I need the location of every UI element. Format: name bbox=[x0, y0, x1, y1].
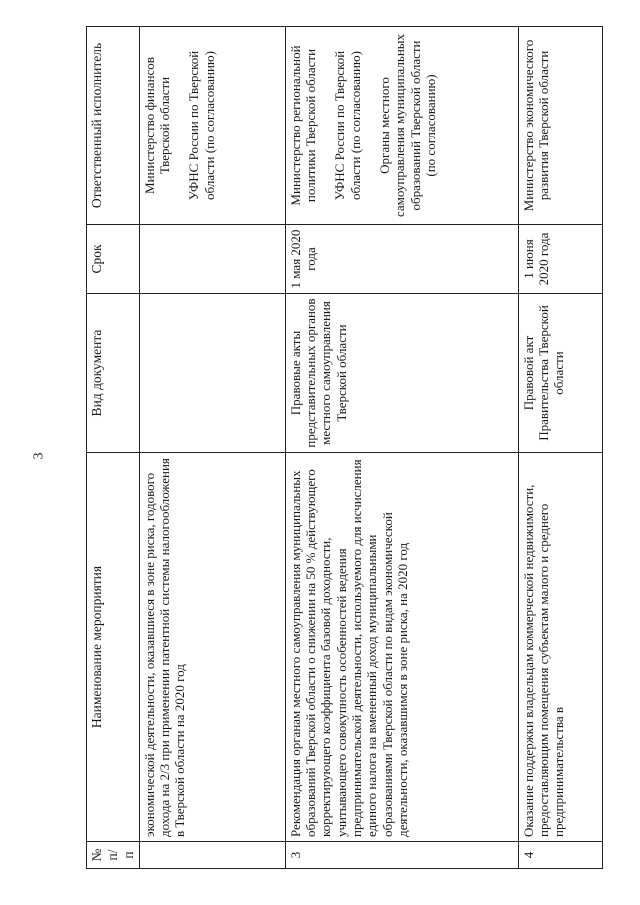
row-num: 3 bbox=[285, 842, 518, 869]
table-header-row bbox=[87, 27, 140, 869]
header-doc: Вид документа bbox=[87, 294, 140, 453]
table-row bbox=[518, 27, 602, 869]
resp-line: Министерство региональной политики Тверской области bbox=[287, 45, 319, 206]
row-term bbox=[139, 225, 285, 294]
resp-line: Министерство экономического развития Тверской области bbox=[520, 39, 552, 212]
row-resp bbox=[139, 27, 285, 225]
row-num: 4 bbox=[518, 842, 602, 869]
resp-line: УФНС России по Тверской области (по согласованию) bbox=[186, 50, 217, 201]
resp-line: Министерство финансов Тверской области bbox=[141, 57, 173, 194]
resp-line: УФНС России по Тверской области (по согласованию) bbox=[332, 50, 363, 201]
header-resp: Ответственный исполнитель bbox=[87, 27, 140, 225]
resp-line: Органы местного самоуправления муниципальных образований Тверской области (по согласованию) bbox=[377, 33, 439, 218]
row-num bbox=[139, 842, 285, 869]
header-name: Наименование мероприятия bbox=[87, 453, 140, 842]
row-doc: Правовые акты представительных органов местного самоуправления Тверской области bbox=[285, 294, 518, 453]
rotated-page-content bbox=[86, 34, 579, 869]
row-doc bbox=[139, 294, 285, 453]
row-name: Рекомендация органам местного самоуправления муниципальных образований Тверской области о снижении на 50 % действующего корректирующего коэффициента базовой доходности, учитывающего совокупность особенностей ведения предпринимательской деятельности, используемого для исчисления единого налога на вмененный доход муниципальными образованиями Тверской области по видам экономической деятельности, оказавшимся в зоне риска, на 2020 год bbox=[285, 453, 518, 842]
row-resp bbox=[285, 27, 518, 225]
row-term: 1 июня 2020 года bbox=[518, 225, 602, 294]
row-resp bbox=[518, 27, 602, 225]
table-row bbox=[285, 27, 518, 869]
page-number: 3 bbox=[31, 452, 47, 460]
table-row bbox=[139, 27, 285, 869]
header-num: № п/п bbox=[87, 842, 140, 869]
measures-table bbox=[86, 26, 603, 869]
row-doc: Правовой акт Правительства Тверской области bbox=[518, 294, 602, 453]
row-term: 1 мая 2020 года bbox=[285, 225, 518, 294]
row-name: Оказание поддержки владельцам коммерческой недвижимости, предоставляющим помещения субъектам малого и среднего предпринимательства в bbox=[518, 453, 602, 842]
row-name: экономической деятельности, оказавшиеся в зоне риска, годового дохода на 2/3 при применении патентной системы налогообложения в Тверской области на 2020 год bbox=[139, 453, 285, 842]
header-term: Срок bbox=[87, 225, 140, 294]
